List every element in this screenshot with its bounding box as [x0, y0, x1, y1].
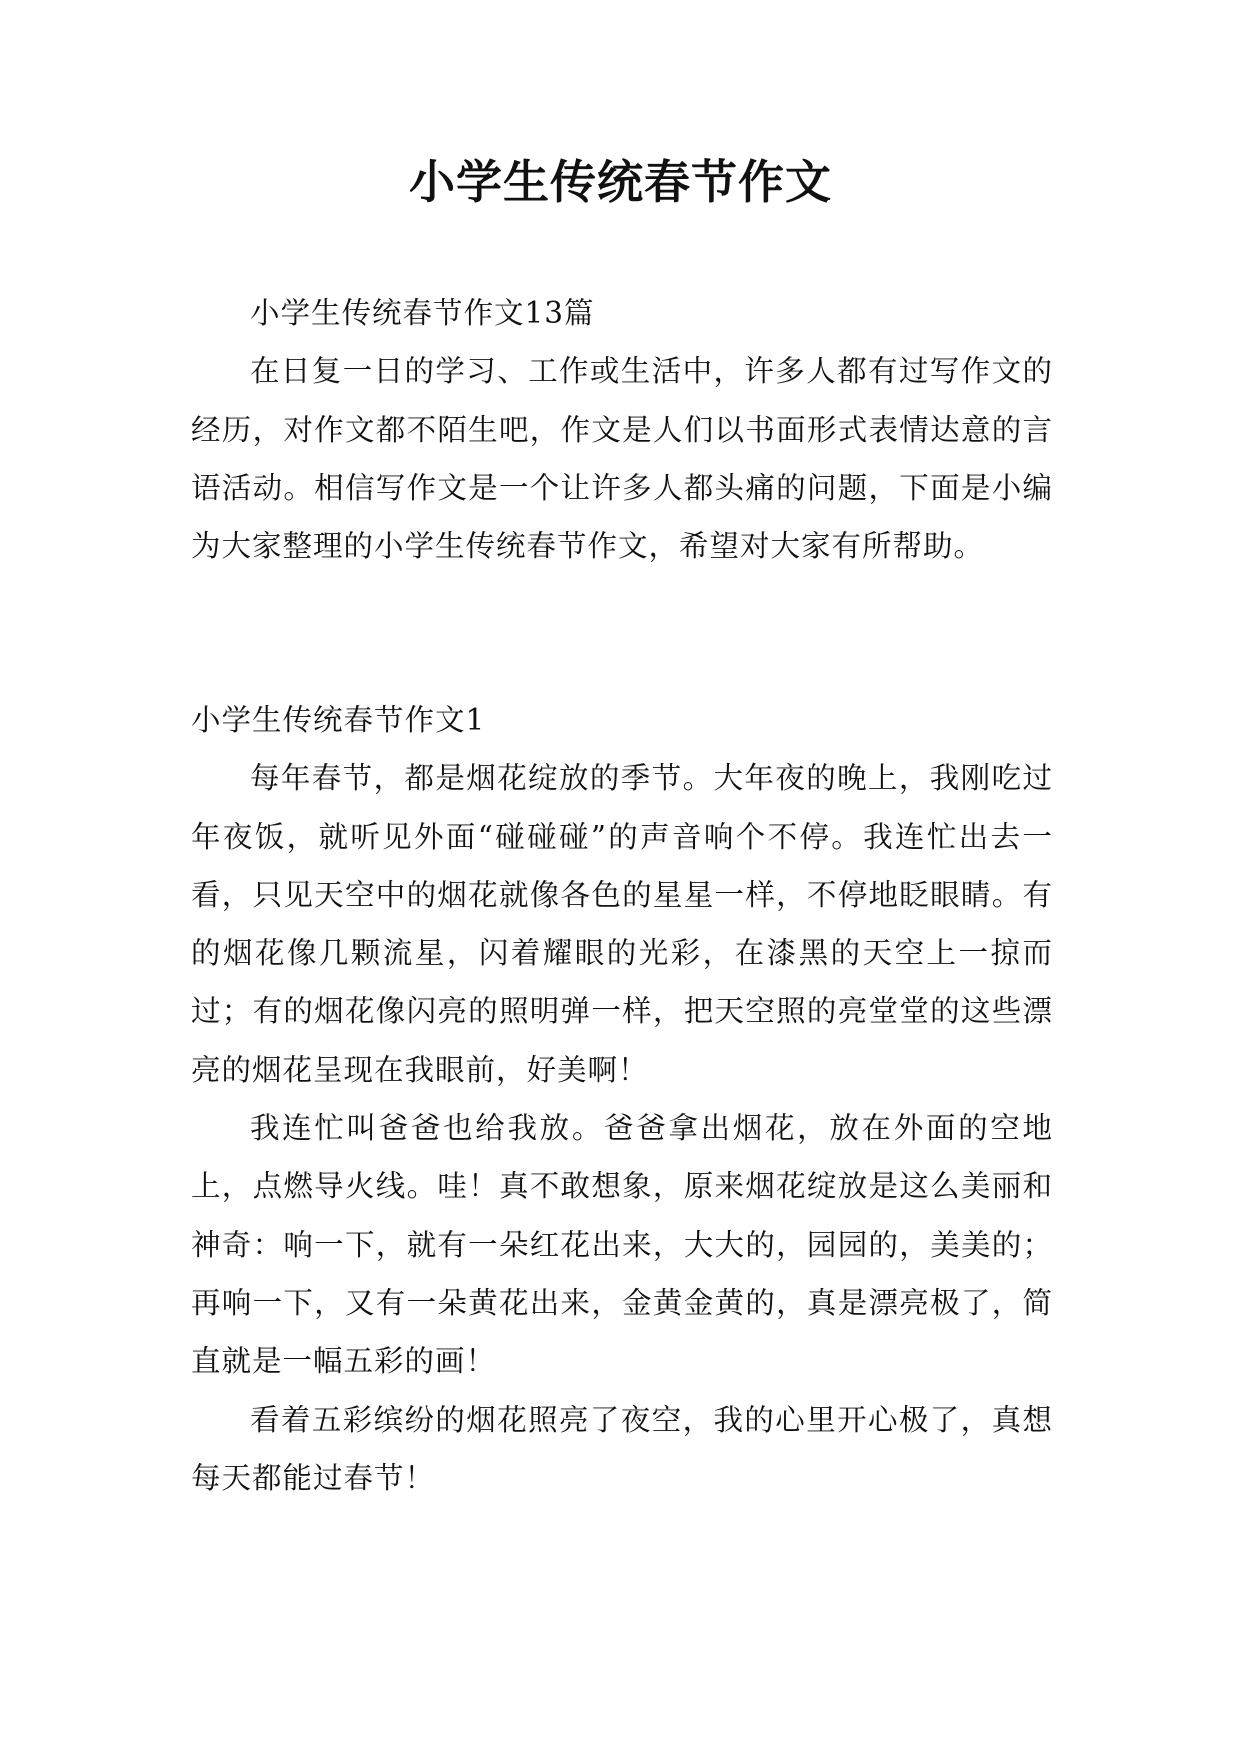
- section-heading: 小学生传统春节作文1: [191, 703, 486, 737]
- essay-section: [191, 691, 1053, 1507]
- essay-paragraph: 每年春节，都是烟花绽放的季节。大年夜的晚上，我刚吃过年夜饭，就听见外面“碰碰碰”的声音响个不停。我连忙出去一看，只见天空中的烟花就像各色的星星一样，不停地眨眼睛。有的烟花像几颗流星，闪着耀眼的光彩，在漆黑的天空上一掠而过；有的烟花像闪亮的照明弹一样，把天空照的亮堂堂的这些漂亮的烟花呈现在我眼前，好美啊！: [191, 761, 1053, 1087]
- document-subtitle: 小学生传统春节作文13篇: [250, 296, 595, 330]
- essay-paragraph: 看着五彩缤纷的烟花照亮了夜空，我的心里开心极了，真想每天都能过春节！: [191, 1402, 1053, 1495]
- essay-paragraph: 我连忙叫爸爸也给我放。爸爸拿出烟花，放在外面的空地上，点燃导火线。哇！真不敢想象，原来烟花绽放是这么美丽和神奇：响一下，就有一朵红花出来，大大的，园园的，美美的；再响一下，又有一朵黄花出来，金黄金黄的，真是漂亮极了，简直就是一幅五彩的画！: [191, 1111, 1053, 1379]
- intro-block: [191, 284, 1053, 575]
- document-title: 小学生传统春节作文: [409, 155, 832, 209]
- intro-paragraph: 在日复一日的学习、工作或生活中，许多人都有过写作文的经历，对作文都不陌生吧，作文是人们以书面形式表情达意的言语活动。相信写作文是一个让许多人都头痛的问题，下面是小编为大家整理的小学生传统春节作文，希望对大家有所帮助。: [191, 354, 1053, 564]
